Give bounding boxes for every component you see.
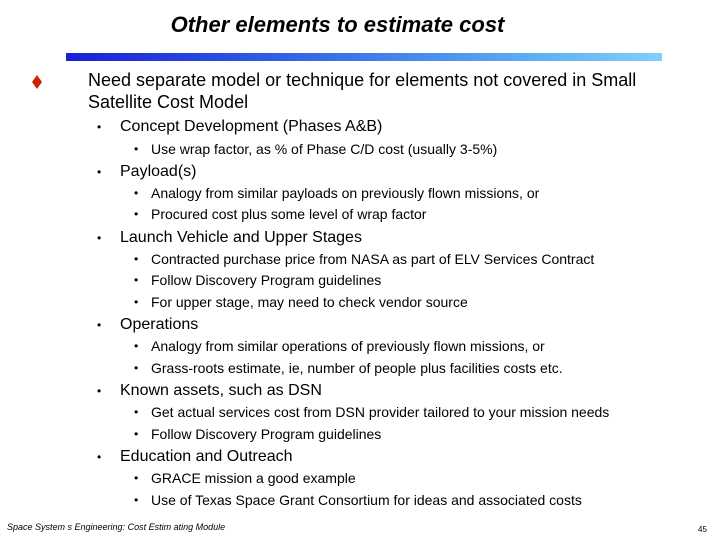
- item-bullet: •: [134, 295, 139, 309]
- section-bullet: •: [97, 120, 102, 134]
- section-item: Procured cost plus some level of wrap factor: [151, 206, 427, 222]
- section-item: Contracted purchase price from NASA as part of ELV Services Contract: [151, 251, 595, 267]
- item-bullet: •: [134, 493, 139, 507]
- section-heading: Education and Outreach: [120, 448, 293, 465]
- page-number: 45: [698, 525, 707, 534]
- section-item: Analogy from similar operations of previously flown missions, or: [151, 338, 545, 354]
- section-item: Use of Texas Space Grant Consortium for ideas and associated costs: [151, 492, 582, 508]
- section-item: Follow Discovery Program guidelines: [151, 426, 382, 442]
- section-heading: Known assets, such as DSN: [120, 382, 322, 399]
- section-item: Analogy from similar payloads on previously flown missions, or: [151, 185, 540, 201]
- item-bullet: •: [134, 405, 139, 419]
- section-item: GRACE mission a good example: [151, 470, 356, 486]
- section-heading: Concept Development (Phases A&B): [120, 118, 383, 135]
- section-item: Use wrap factor, as % of Phase C/D cost (usually 3-5%): [151, 141, 498, 157]
- section-bullet: •: [97, 318, 102, 332]
- section-bullet: •: [97, 450, 102, 464]
- slide-title: Other elements to estimate cost: [170, 12, 505, 37]
- title-underline-bar: [66, 53, 662, 61]
- item-bullet: •: [134, 339, 139, 353]
- section-item: Get actual services cost from DSN provider tailored to your mission needs: [151, 404, 610, 420]
- section-heading: Operations: [120, 316, 199, 333]
- section-heading: Payload(s): [120, 163, 197, 180]
- diamond-bullet-icon: [32, 75, 42, 89]
- item-bullet: •: [134, 361, 139, 375]
- item-bullet: •: [134, 186, 139, 200]
- section-bullet: •: [97, 165, 102, 179]
- item-bullet: •: [134, 252, 139, 266]
- item-bullet: •: [134, 142, 139, 156]
- section-item: Follow Discovery Program guidelines: [151, 272, 382, 288]
- section-bullet: •: [97, 231, 102, 245]
- section-item: Grass-roots estimate, ie, number of people plus facilities costs etc.: [151, 360, 563, 376]
- section-item: For upper stage, may need to check vendor source: [151, 294, 468, 310]
- section-heading: Launch Vehicle and Upper Stages: [120, 229, 362, 246]
- item-bullet: •: [134, 427, 139, 441]
- item-bullet: •: [134, 471, 139, 485]
- main-bullet-text: Need separate model or technique for elements not covered in Small Satellite Cost Model: [88, 70, 637, 112]
- item-bullet: •: [134, 207, 139, 221]
- item-bullet: •: [134, 273, 139, 287]
- footer-text: Space System s Engineering: Cost Estim ating Module: [7, 522, 226, 532]
- section-bullet: •: [97, 384, 102, 398]
